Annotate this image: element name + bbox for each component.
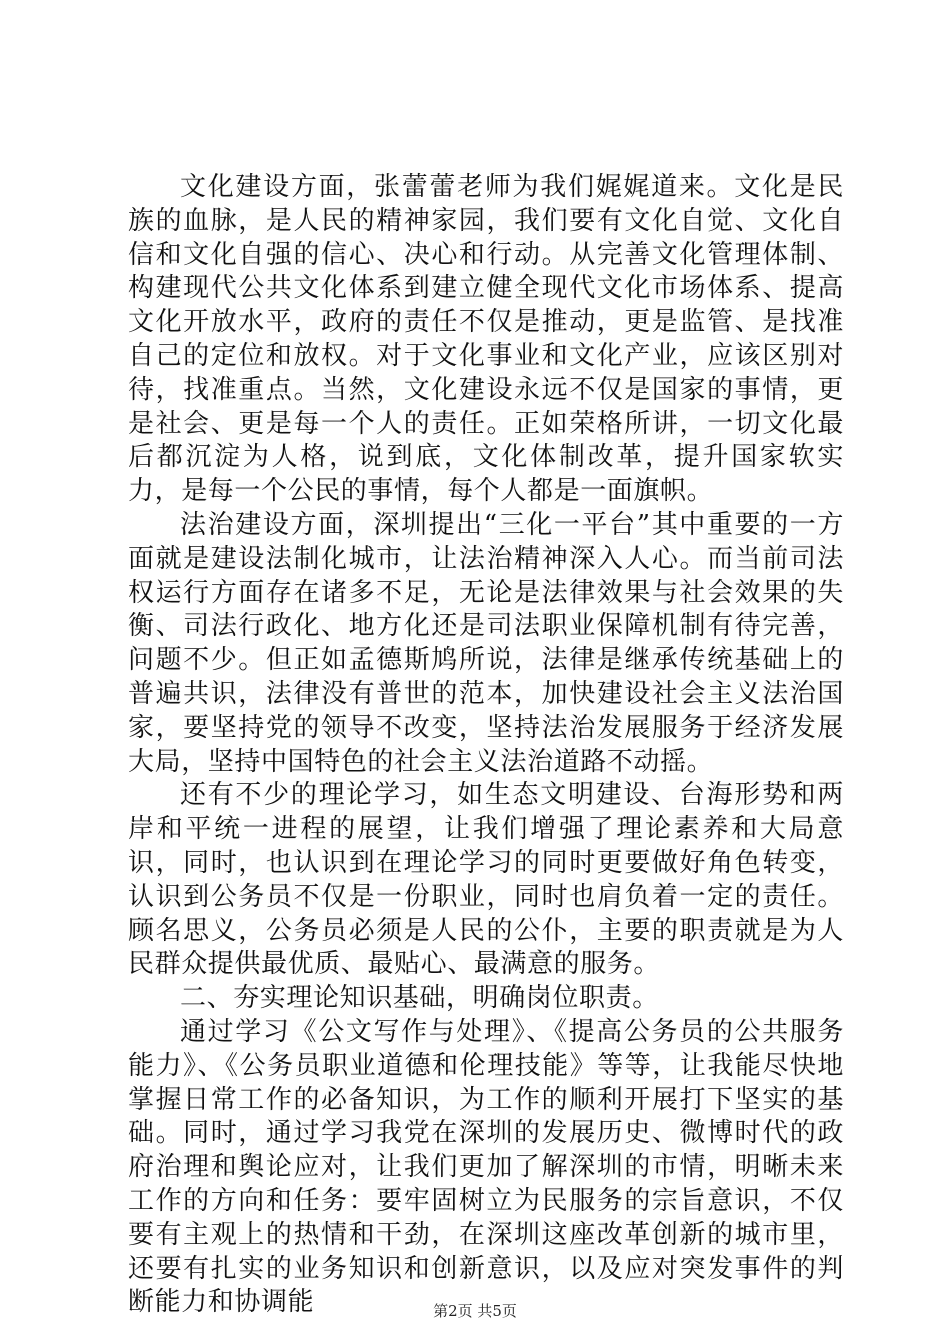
- paragraph-theory-study: 还有不少的理论学习，如生态文明建设、台海形势和两岸和平统一进程的展望，让我们增强了理论素养和大局意识，同时，也认识到在理论学习的同时更要做好角色转变，认识到公务员不仅是一份职业，同时也肩负着一定的责任。顾名思义，公务员必须是人民的公仆，主要的职责就是为人民群众提供最优质、最贴心、最满意的服务。: [128, 780, 844, 980]
- paragraph-study-materials: 通过学习《公文写作与处理》、《提高公务员的公共服务能力》、《公务员职业道德和伦理技能》等等，让我能尽快地掌握日常工作的必备知识，为工作的顺利开展打下坚实的基础。同时，通过学习我党在深圳的发展历史、微博时代的政府治理和舆论应对，让我们更加了解深圳的市情，明晰未来工作的方向和任务：要牢固树立为民服务的宗旨意识，不仅要有主观上的热情和干劲，在深圳这座改革创新的城市里，还要有扎实的业务知识和创新意识，以及应对突发事件的判断能力和协调能: [128, 1016, 844, 1318]
- paragraph-rule-of-law: 法治建设方面，深圳提出“三化一平台”其中重要的一方面就是建设法制化城市，让法治精神深入人心。而当前司法权运行方面存在诸多不足，无论是法律效果与社会效果的失衡、司法行政化、地方化还是司法职业保障机制有待完善，问题不少。但正如孟德斯鸠所说，法律是继承传统基础上的普遍共识，法律没有普世的范本，加快建设社会主义法治国家，要坚持党的领导不改变，坚持法治发展服务于经济发展大局，坚持中国特色的社会主义法治道路不动摇。: [128, 509, 844, 777]
- page-number-footer: 第2页 共5页: [433, 1302, 517, 1320]
- paragraph-culture: 文化建设方面，张蕾蕾老师为我们娓娓道来。文化是民族的血脉，是人民的精神家园，我们要有文化自觉、文化自信和文化自强的信心、决心和行动。从完善文化管理体制、构建现代公共文化体系到建立健全现代文化市场体系、提高文化开放水平，政府的责任不仅是推动，更是监管、是找准自己的定位和放权。对于文化事业和文化产业，应该区别对待，找准重点。当然，文化建设永远不仅是国家的事情，更是社会、更是每一个人的责任。正如荣格所讲，一切文化最后都沉淀为人格，说到底，文化体制改革，提升国家软实力，是每一个公民的事情，每个人都是一面旗帜。: [128, 172, 844, 507]
- document-body: [128, 171, 844, 1320]
- section-heading: 二、夯实理论知识基础，明确岗位职责。: [180, 983, 659, 1014]
